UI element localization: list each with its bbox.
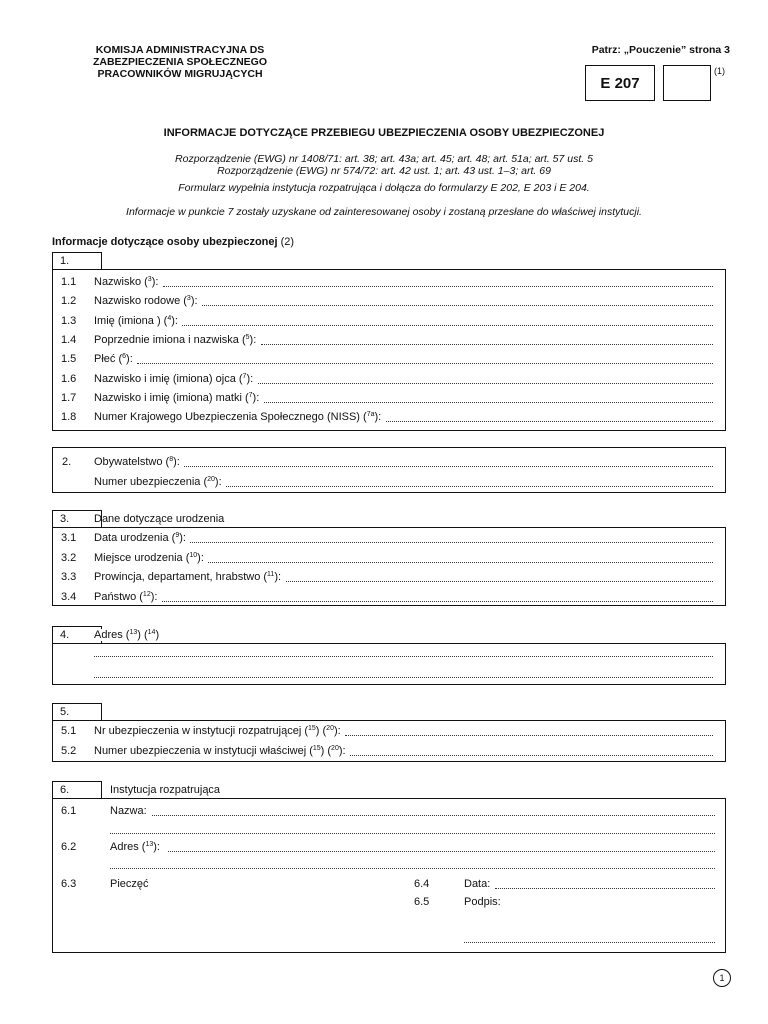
instruction-line: Informacje w punkcie 7 zostały uzyskane od zainteresowanej osoby i zostaną przesłane do właściwej instytucji. [126,206,642,218]
field-input-line[interactable] [258,383,713,384]
instructions-reference: Patrz: „Pouczenie” strona 3 [591,44,730,56]
section-6-frame [52,798,726,953]
field-input-line[interactable] [162,601,713,602]
field-number: 3.4 [61,591,77,604]
field-input-line[interactable] [345,735,713,736]
field-label: Nazwisko i imię (imiona) ojca ($^7$): [94,372,254,385]
field-number: 6.2 [61,841,77,853]
field-number: 6.3 [61,878,77,890]
field-input-line[interactable] [137,363,713,364]
regulation-line: Rozporządzenie (EWG) nr 1408/71: art. 38; art. 43a; art. 45; art. 48; art. 51a; art. 57 ust. 5 [175,153,593,165]
section-heading [52,236,294,248]
field-label: Nr ubezpieczenia w instytucji rozpatrującej ($^{15}$) ($^{20}$): [94,725,341,737]
address-line-1[interactable] [94,656,713,657]
field-label: Prowincja, departament, hrabstwo ($^{11}$): [94,571,282,584]
field-label: Numer ubezpieczenia w instytucji właściwej ($^{15}$) ($^{20}$): [94,745,346,757]
field-label: Obywatelstwo ($^8$): [94,456,180,468]
section-6-heading: Instytucja rozpatrująca [110,784,221,796]
section-5-tab: 5. [52,703,102,720]
field-label: Miejsce urodzenia ($^{10}$): [94,551,204,564]
field-number: 1.8 [61,411,77,424]
field-label: Numer ubezpieczenia ($^{20}$): [94,476,222,488]
address-heading: Adres ($^{13}$) ($^{14}$) [94,629,160,641]
field-label: Nazwisko rodowe ($^3$): [94,295,198,308]
form-code-extra-box[interactable] [663,65,711,101]
field-label: Nazwisko i imię (imiona) matki ($^7$): [94,391,260,404]
field-number: 1.5 [61,353,77,366]
field-input-line[interactable] [208,562,713,563]
field-input-line[interactable] [184,466,713,467]
institution-name-label: Nazwa: [110,805,147,817]
regulation-line: Rozporządzenie (EWG) nr 574/72: art. 42 ust. 1; art. 43 ust. 1–3; art. 69 [217,165,551,177]
field-number: 1.6 [61,372,77,385]
field-input-line[interactable] [163,286,713,287]
field-input-line[interactable] [202,305,713,306]
form-title: INFORMACJE DOTYCZĄCE PRZEBIEGU UBEZPIECZENIA OSOBY UBEZPIECZONEJ [163,127,605,139]
field-number: 3.2 [61,551,77,564]
field-number: 6.4 [414,878,430,890]
field-number: 5.2 [61,745,77,757]
field-input-line[interactable] [350,755,713,756]
page-number: 1 [713,969,731,987]
field-number: 1.2 [61,295,77,308]
section-6-tab: 6. [52,781,102,798]
field-number: 1.1 [61,276,77,288]
field-label: Numer Krajowego Ubezpieczenia Społecznego (NISS) ($^{7a}$): [94,411,382,424]
field-number: 1.7 [61,391,77,404]
date-field[interactable] [495,888,715,889]
section-4-tab: 4. [52,626,102,643]
field-number: 3.1 [61,532,77,544]
field-input-line[interactable] [261,344,713,345]
section-heading-note: (2) [280,236,295,248]
address-line-2[interactable] [94,677,713,678]
signature-field[interactable] [464,942,715,943]
field-number: 6.1 [61,805,77,817]
field-number: 1.3 [61,314,77,327]
field-label: Data urodzenia ($^9$): [94,532,186,544]
field-input-line[interactable] [286,581,713,582]
section-1-tab: 1. [52,252,102,269]
section-2-number: 2. [62,456,72,468]
form-code: E 207 [585,65,655,101]
section-heading-text: Informacje dotyczące osoby ubezpieczonej [52,236,278,248]
stamp-label: Pieczęć [110,878,149,890]
institution-address-field-2[interactable] [110,868,715,869]
field-input-line[interactable] [190,542,713,543]
field-label: Płeć ($^6$): [94,353,133,366]
field-number: 1.4 [61,333,77,346]
field-input-line[interactable] [264,402,713,403]
commission-line: KOMISJA ADMINISTRACYJNA DS [95,44,265,56]
field-number: 5.1 [61,725,77,737]
institution-name-field-2[interactable] [110,833,715,834]
instruction-line: Formularz wypełnia instytucja rozpatrująca i dołącza do formularzy E 202, E 203 i E 204. [178,182,590,194]
field-label: Państwo ($^{12}$): [94,591,158,604]
field-input-line[interactable] [182,325,713,326]
section-4-heading [94,628,161,642]
field-number: 3.3 [61,571,77,584]
date-label: Data: [464,878,491,890]
field-label: Imię (imiona ) ($^4$): [94,314,178,327]
field-input-line[interactable] [386,421,713,422]
field-label: Poprzednie imiona i nazwiska ($^5$): [94,333,257,346]
field-number: 6.5 [414,896,430,908]
institution-address-field[interactable] [168,851,715,852]
commission-name [60,44,300,80]
field-label: Nazwisko ($^3$): [94,276,159,288]
commission-line: ZABEZPIECZENIA SPOŁECZNEGO [92,56,268,68]
field-input-line[interactable] [226,486,713,487]
section-3-tab: 3. [52,510,102,527]
address-label-text: Adres ($^{13}$): [110,841,160,853]
footnote-ref: (1) [714,66,725,76]
section-4-frame [52,643,726,685]
signature-label: Podpis: [464,896,501,908]
section-3-heading: Dane dotyczące urodzenia [94,513,225,525]
institution-address-label [110,840,160,854]
regulations [40,153,728,177]
institution-name-field[interactable] [152,815,715,816]
section-1-frame [52,269,726,431]
commission-line: PRACOWNIKÓW MIGRUJĄCYCH [97,68,263,80]
